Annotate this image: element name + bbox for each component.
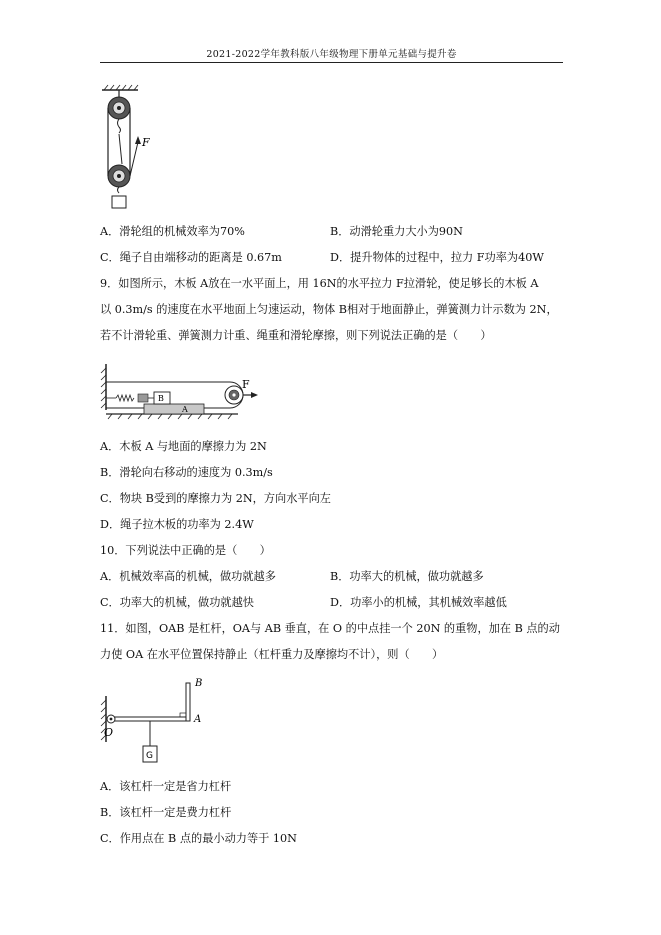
q9-option-d[interactable]: D．绳子拉木板的功率为 2.4W (100, 518, 254, 531)
q11-option-a[interactable]: A．该杠杆一定是省力杠杆 (100, 780, 232, 793)
q11-option-c[interactable]: C．作用点在 B 点的最小动力等于 10N (100, 832, 297, 845)
board-pulley-diagram (98, 360, 260, 420)
lever-a-label: A (194, 714, 202, 725)
q8-option-a[interactable]: A．滑轮组的机械效率为70% (100, 225, 245, 238)
q11-stem-line-2: 力使 OA 在水平位置保持静止（杠杆重力及摩擦均不计），则（ ） (100, 648, 444, 661)
block-b-label: B (158, 394, 164, 403)
q9-stem-line-1: 9．如图所示，木板 A放在一水平面上，用 16N的水平拉力 F拉滑轮，使足够长的木板 A (100, 277, 539, 290)
q9-option-b[interactable]: B．滑轮向右移动的速度为 0.3m/s (100, 466, 273, 479)
pulley-block-figure (98, 84, 168, 214)
lever-b-label: B (195, 678, 203, 689)
q8-option-c[interactable]: C．绳子自由端移动的距离是 0.67m (100, 251, 282, 264)
pulley-block-diagram (98, 84, 168, 214)
lever-figure (98, 674, 213, 770)
q8-option-d[interactable]: D．提升物体的过程中，拉力 F功率为40W (330, 251, 544, 264)
q10-option-a[interactable]: A．机械效率高的机械，做功就越多 (100, 570, 276, 583)
header-divider (100, 62, 563, 63)
q10-option-b[interactable]: B．功率大的机械，做功就越多 (330, 570, 484, 583)
q9-option-a[interactable]: A．木板 A 与地面的摩擦力为 2N (100, 440, 267, 453)
q8-option-b[interactable]: B．动滑轮重力大小为90N (330, 225, 463, 238)
q9-stem-line-3: 若不计滑轮重、弹簧测力计重、绳重和滑轮摩擦，则下列说法正确的是（ ） (100, 329, 492, 342)
board-force-label: F (242, 378, 250, 391)
q11-stem-line-1: 11．如图，OAB 是杠杆，OA与 AB 垂直，在 O 的中点挂一个 20N 的重物，加在 B 点的动 (100, 622, 560, 635)
lever-diagram (98, 674, 213, 770)
board-a-label: A (182, 405, 188, 414)
lever-o-label: O (104, 726, 114, 739)
q10-option-c[interactable]: C．功率大的机械，做功就越快 (100, 596, 254, 609)
weight-g-label: G (146, 751, 153, 761)
q10-stem: 10．下列说法中正确的是（ ） (100, 544, 271, 557)
q10-option-d[interactable]: D．功率小的机械，其机械效率越低 (330, 596, 507, 609)
q11-option-b[interactable]: B．该杠杆一定是费力杠杆 (100, 806, 232, 819)
pulley-force-label: F (142, 136, 150, 149)
q9-option-c[interactable]: C．物块 B受到的摩擦力为 2N，方向水平向左 (100, 492, 331, 505)
q9-stem-line-2: 以 0.3m/s 的速度在水平地面上匀速运动，物体 B相对于地面静止，弹簧测力计示数为 2N， (100, 303, 558, 316)
page-header-title: 2021-2022学年教科版八年级物理下册单元基础与提升卷 (206, 49, 457, 60)
board-pulley-figure (98, 360, 260, 420)
